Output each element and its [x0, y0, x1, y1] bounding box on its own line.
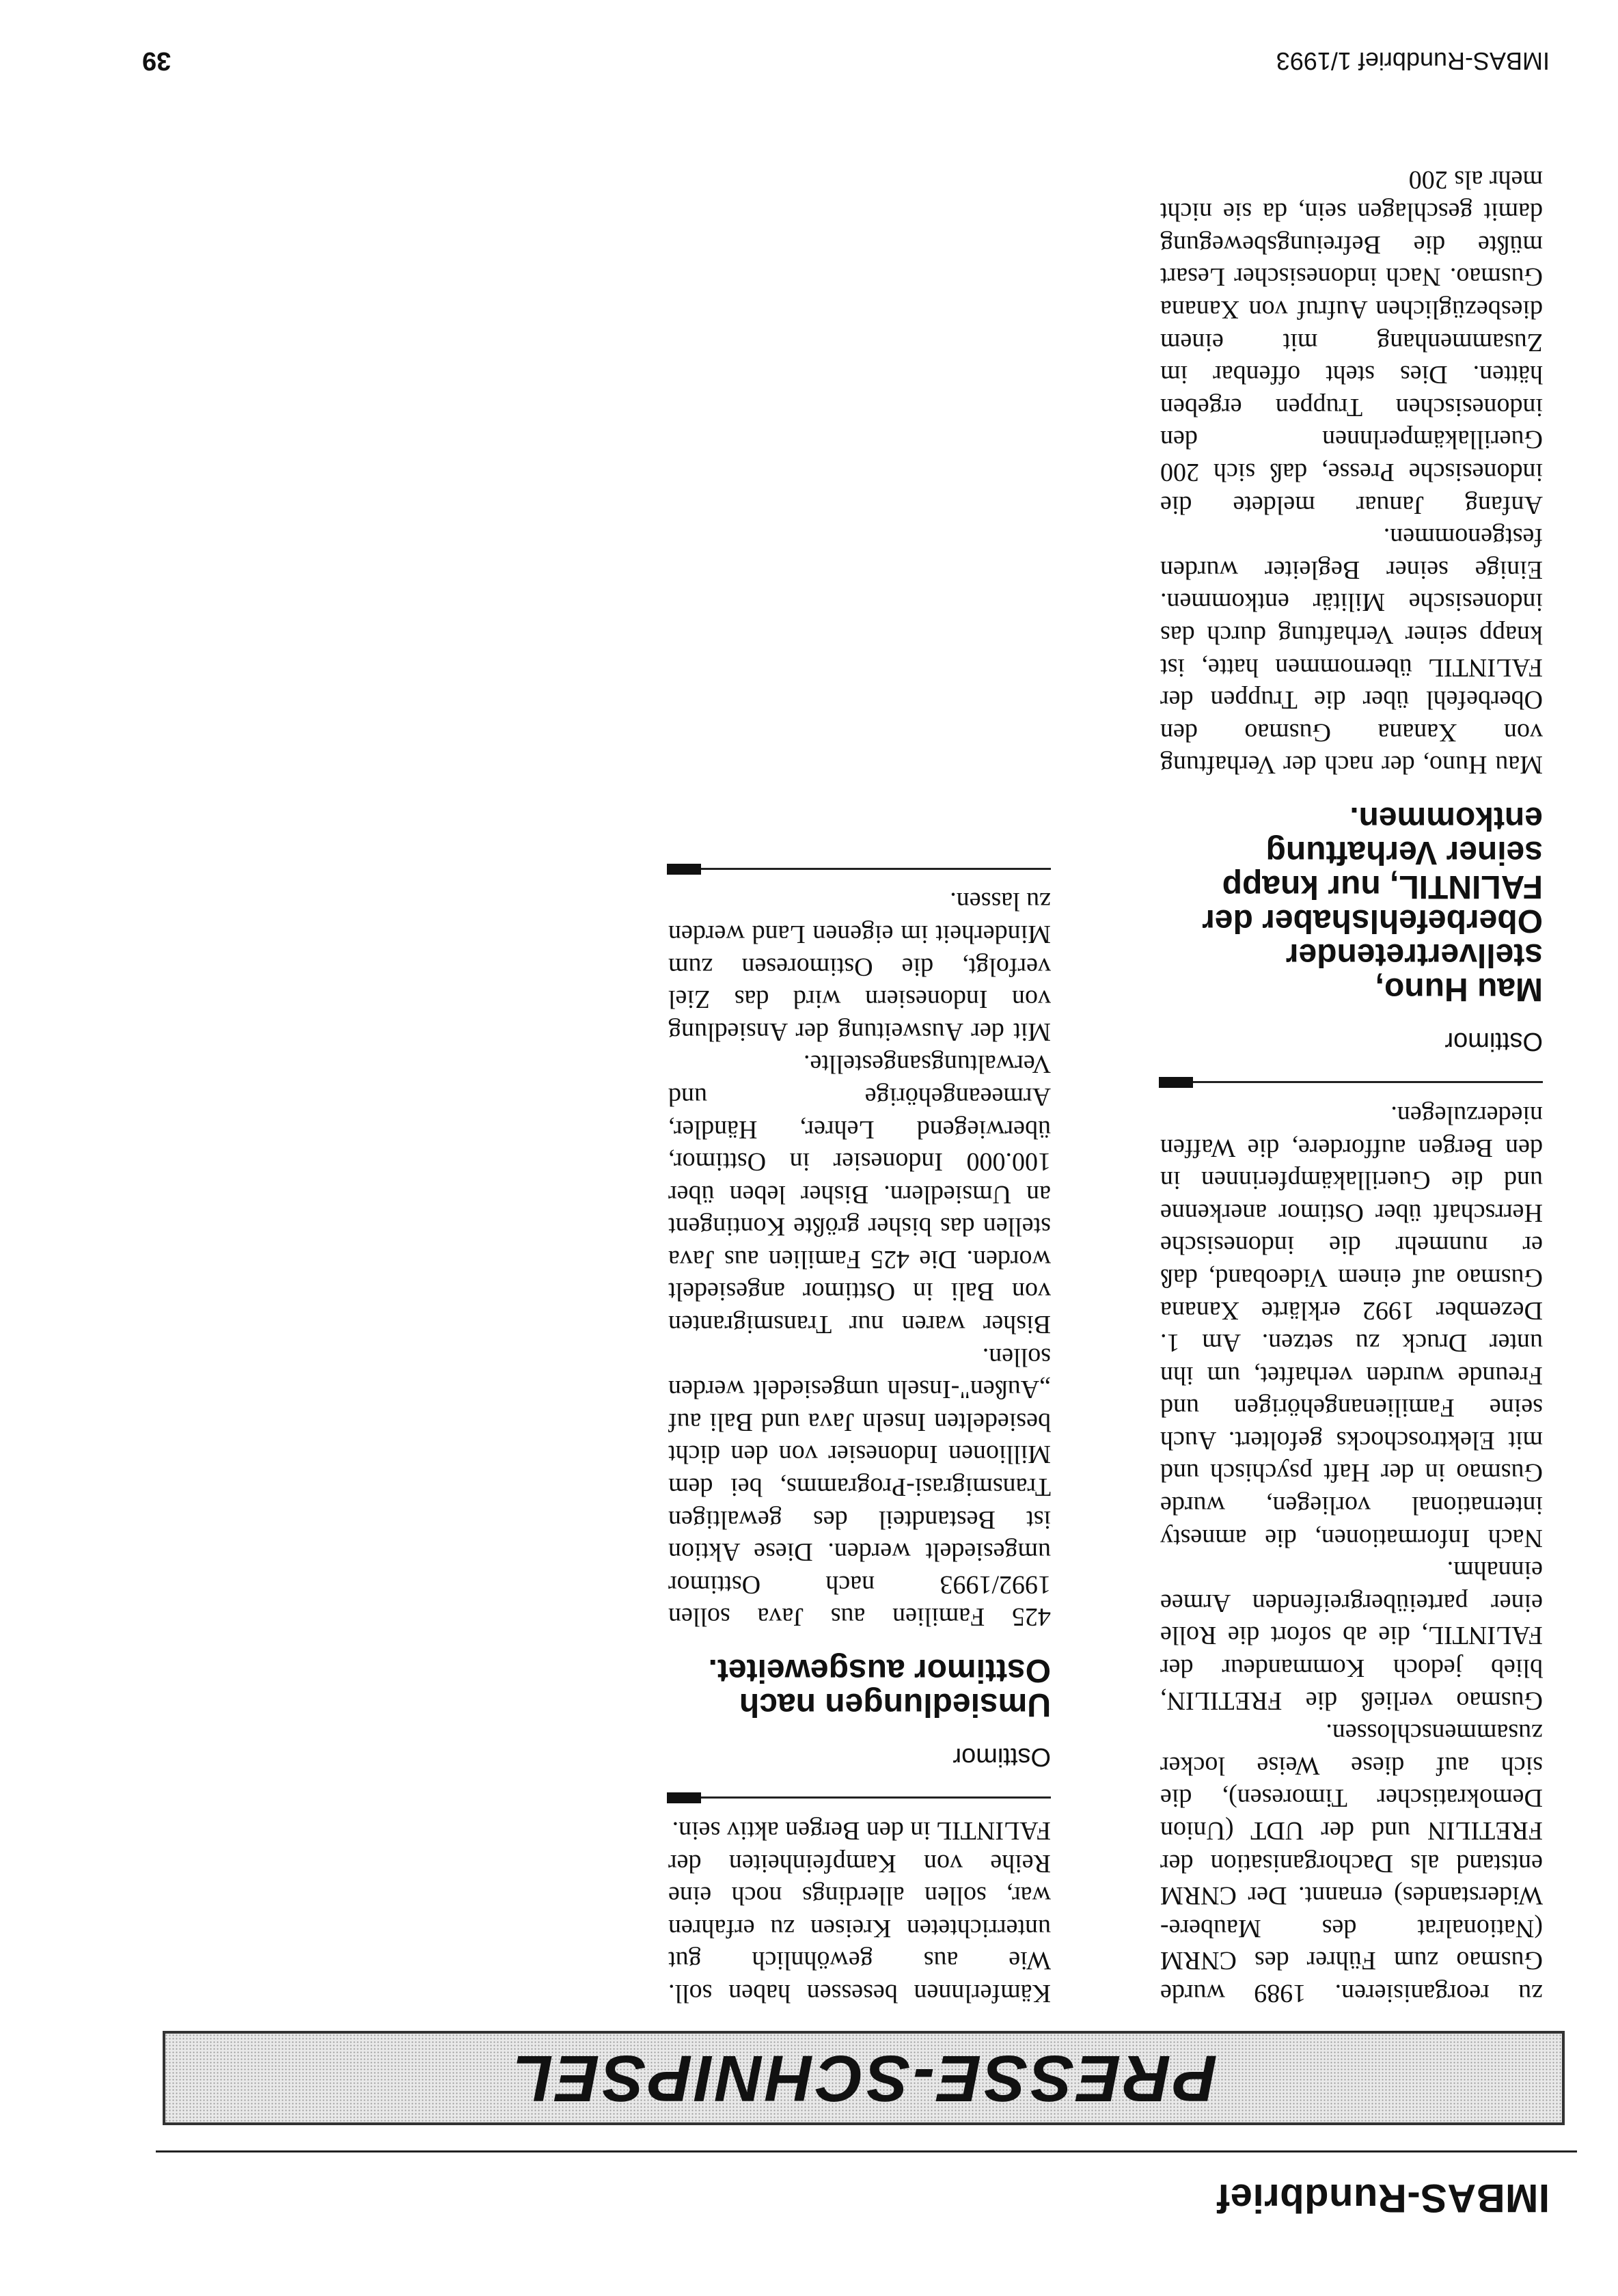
article-paragraph: Mit der Ausweitung der Ansiedlung von Indonesiern wird das Ziel verfolgt, die Ostimoresen zum Minderheit im eigenen Land werden zu lassen. — [668, 887, 1051, 1046]
footer-publication: IMBAS-Rundbrief 1/1993 — [1276, 47, 1550, 75]
left-column — [668, 868, 1051, 2009]
article-end-mark — [668, 1796, 1051, 1799]
article-paragraph: Gusmao verließ die FRETILIN, blieb jedoch Kommandeur der FALINTIL, die ab sofort die Rolle einer parteiübergreifenden Armee einnahm. — [1160, 1556, 1543, 1715]
article-paragraph: zu reorganisieren. 1989 wurde Gusmao zum Führer des CNRM (Nationalrat des Maubere-Widerstandes) ernannt. Der CNRM entstand als Dachorganisation der FRETILIN und der UDT (Union Demokratischer Timoresen), die sich auf diese Weise locker zusammenschlossen. — [1160, 1719, 1543, 2008]
section-label: Osttimor — [1444, 1027, 1543, 1056]
article-paragraph: Anfang Januar meldete die indonesische Presse, daß sich 200 Guerillakämperlnnen den indonesischen Truppen ergeben hätten. Dies steht offenbar im Zusammenhang mit einem diesbezüglichen Aufruf von Xanana Gusmao. Nach indonesischer Lesart müßte die Befreiungsbewegung damit geschlagen sein, da sie nicht mehr als 200 — [1160, 165, 1543, 519]
article-end-mark — [1160, 1081, 1543, 1083]
section-label: Osttimor — [952, 1742, 1051, 1772]
header-rule — [156, 2150, 1577, 2152]
banner-title: PRESSE-SCHNIPSEL — [510, 2042, 1218, 2115]
article-paragraph: Mau Huno, der nach der Verhaftung von Xanana Gusmao den Oberbefehl über die Truppen der FALINTIL übernommen hatte, ist knapp seiner Verhaftung durch das indonesische Militär entkommen. Einige seiner Begleiter wurden festgenommen. — [1160, 523, 1543, 780]
right-column — [1160, 163, 1543, 2009]
article-paragraph: Bisher waren nur Transmigranten von Bali in Osttimor angesiedelt worden. Die 425 Familien aus Java stellen das bisher größte Kontingent an Umsiedlern. Bisher leben über 100.000 Indonesier in Osttimor, überwiegend Lehrer, Händler, Armeeangehörige und Verwaltungsangestellte. — [668, 1050, 1051, 1339]
article-paragraph: 425 Familien aus Java sollen 1992/1993 nach Osttimor umgesiedelt werden. Diese Aktion ist Bestandteil des gewaltigen Transmigrasi-Programms, bei dem Millionen Indonesier von den dicht besiedelten Inseln Java und Bali auf „Außen"-Inseln umgesiedelt werden sollen. — [668, 1342, 1051, 1632]
newsletter-title: IMBAS-Rundbrief — [1216, 2176, 1550, 2220]
article-heading: Mau Huno, stellvertretender Oberbefehlshaber der FALINTIL, nur knapp seiner Verhaftung entkommen. — [1202, 800, 1543, 1008]
intro-paragraph: Kämferlnnen besessen haben soll. Wie aus gewöhnlich gut unterrichteten Kreisen zu erfahren war, sollen allerdings noch eine Reihe von Kampfeinheiten der FALINTIL in den Bergen aktiv sein. — [668, 1816, 1051, 2008]
page-number: 39 — [142, 46, 172, 75]
article-end-mark — [668, 868, 1051, 870]
article-heading: Umsiedlungen nach Osttimor ausgeweitet. — [708, 1652, 1051, 1723]
section-banner — [163, 2031, 1565, 2125]
article-paragraph: Nach Informationen, die amnesty international vorliegen, wurde Gusmao in der Haft psychisch und mit Elektroschocks gefoltert. Auch seine Familienangehörigen und Freunde wurden verhaftet, um ihn unter Druck zu setzen. Am 1. Dezember 1992 erklärte Xanana Gusmao auf einem Videoband, daß er nunmehr die indonesische Herrschaft über Ostimor anerkenne und die Guerillakämpferinnen in den Bergen auffordere, die Waffen niederzulegen. — [1160, 1100, 1543, 1553]
